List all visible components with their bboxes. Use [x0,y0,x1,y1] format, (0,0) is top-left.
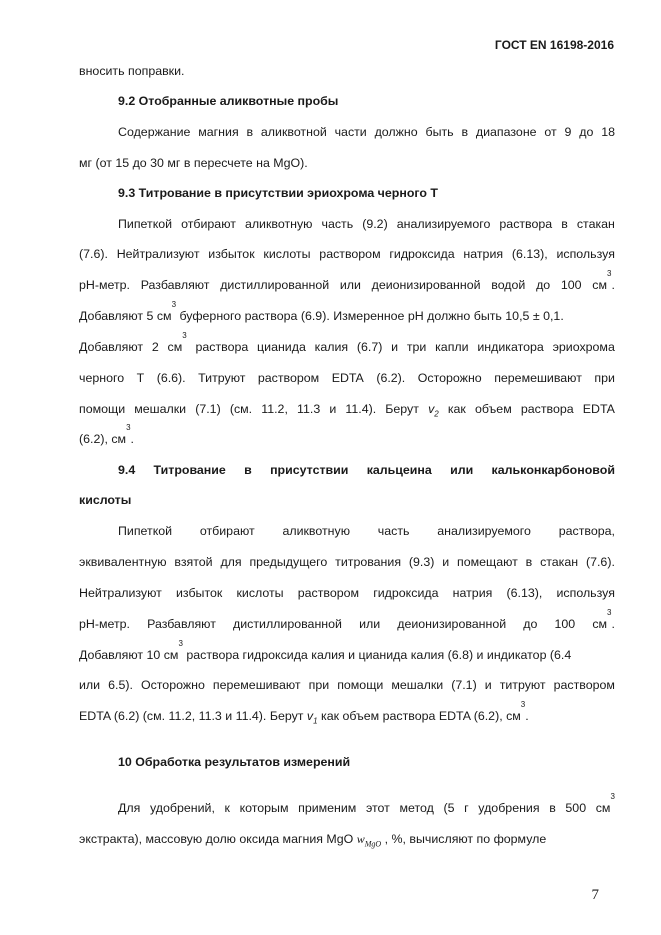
word: для [220,555,242,569]
word: в [561,217,568,231]
word: как [447,402,466,416]
section-heading-9-4-cont: кислоты [79,493,132,507]
word: этот [365,801,390,815]
word: избыток [208,247,255,261]
word: и [484,678,492,692]
word: удобрений, [149,801,215,815]
paragraph-line: (6.2), $см^3$. [79,423,134,446]
word: раствором [257,371,320,385]
word: (9.3) [408,555,435,569]
word: деионизированной [371,278,481,292]
word: раствора [499,217,553,231]
word: и [391,340,399,354]
word: Осторожно [417,371,482,385]
word: EDTA [331,371,364,385]
word: кальцеина [366,463,432,477]
word: анализируемого [437,524,531,538]
word: помещают [456,555,518,569]
word: 9.4 [118,463,136,477]
word: 100 [554,617,576,631]
word: (7.1) [195,402,221,416]
word: Нейтрализуют [116,247,200,261]
word: титрования [335,555,402,569]
word: аликвотной [260,125,327,139]
word: раствором [297,586,360,600]
word: раствора [520,402,574,416]
word: Титруют [198,371,246,385]
paragraph-line: Добавляют 2 $см^3$ раствора цианида калия (6.7) и три капли индикатора эриохрома [79,331,615,354]
section-heading-10: 10 Обработка результатов измерений [118,755,351,769]
word: мешалки [391,678,444,692]
paragraph-line [79,677,615,693]
word: в [549,801,556,815]
word: (5 [443,801,455,815]
word: (6.6). [156,371,186,385]
word: в [246,125,254,139]
paragraph-line [118,523,615,539]
word: раствором [553,678,615,692]
word: или [79,678,101,692]
word: капли [435,340,469,354]
word: (6.13), [511,247,548,261]
word: или [339,278,361,292]
word: предыдущего [249,555,328,569]
word: стакан [540,555,579,569]
word: 18 [601,125,615,139]
paragraph-line: pH-метр. Разбавляют дистиллированной или деионизированной водой до 100 $см^3$. [79,269,615,292]
word: удобрения [478,801,540,815]
word: гидроксида [389,247,455,261]
word: используя [556,586,615,600]
word: 9 [564,125,572,139]
word: (7.1) [451,678,477,692]
word: титруют [499,678,546,692]
word: 500 [565,801,587,815]
paragraph-line: Добавляют 5 $см^3$ буферного раствора (6.9). Измеренное pH должно быть 10,5 ± 0,1. [79,300,564,323]
word: индикатора [477,340,544,354]
word: Пипеткой [118,524,173,538]
word: перемешивают [212,678,301,692]
word: Разбавляют [147,617,216,631]
paragraph-line: мг (от 15 до 30 мг в пересчете на MgO). [79,156,308,170]
word: раствора [195,340,249,354]
paragraph-line: экстракта), массовую долю оксида магния MgO $w_{MgO}$ , %, вычисляют по формуле [79,832,547,849]
word: 6.5). [108,678,133,692]
word: магния [198,125,239,139]
word: кислоты [236,586,284,600]
word: и [329,402,337,416]
word: три [406,340,427,354]
word: часть [321,217,354,231]
word: Нейтрализуют [79,586,162,600]
word: Пипеткой [118,217,173,231]
word: г [464,801,469,815]
word: дистиллированной [233,617,342,631]
word: (6.13), [506,586,543,600]
word: отбирают [181,217,236,231]
word: до [523,617,538,631]
paragraph-line: помощи мешалки (7.1) (см. 11.2, 11.3 и 11.4). Берут $v_2$ как объем раствора EDTA [79,402,615,419]
paragraph-line: Для удобрений, к которым применим этот метод (5 г удобрения в 500 $см^3$ [118,792,615,815]
word: (7.6). [585,555,615,569]
word: 11.4). [345,402,377,416]
word: дистиллированной [220,278,330,292]
word: EDTA [582,402,615,416]
word: эриохрома [552,340,615,354]
word: при [594,371,615,385]
word: деионизированной [397,617,507,631]
word: 100 [560,278,582,292]
word: избыток [175,586,223,600]
word: помощи [337,678,384,692]
word: или [359,617,381,631]
word: калькoнкарбоновой [491,463,615,477]
word: должно [374,125,418,139]
word: (6.7) [356,340,383,354]
word: 11.2, [261,402,288,416]
word: которым [239,801,289,815]
word: анализируемого [396,217,491,231]
page-number: 7 [591,887,599,903]
word: при [308,678,330,692]
word: отбирают [199,524,255,538]
word: до [536,278,551,292]
word: (см. [229,402,253,416]
word: эквивалентную [79,555,167,569]
word: используя [556,247,615,261]
word: Разбавляют [140,278,210,292]
word: кислоты [263,247,311,261]
word: (9.2) [362,217,388,231]
word: (7.6). [79,247,108,261]
paragraph-line [79,246,615,262]
section-heading-9-3: 9.3 Титрование в присутствии эриохрома черного Т [118,186,438,200]
word: часть [377,524,410,538]
word: до [579,125,594,139]
word: в [461,125,469,139]
word: от [544,125,557,139]
paragraph-line [79,554,615,570]
word: гидроксида [373,586,439,600]
word: части [334,125,367,139]
word: объем [474,402,512,416]
word: pH-метр. [79,278,130,292]
word: перемешивают [494,371,582,385]
word: метод [399,801,434,815]
word: в [244,463,252,477]
word: в [525,555,533,569]
word: Берут [385,402,419,416]
paragraph-line: pH-метр. Разбавляют дистиллированной или деионизированной до 100 $см^3$. [79,608,615,631]
word: (6.2). [376,371,406,385]
paragraph-line [79,585,615,601]
paragraph-line [79,370,615,386]
paragraph-line: EDTA (6.2) (см. 11.2, 11.3 и 11.4). Берут $v_1$ как объем раствора EDTA (6.2), $см^3$. [79,700,529,726]
word: Для [118,801,141,815]
word: быть [425,125,454,139]
section-heading-9-2: 9.2 Отобранные аликвотные пробы [118,94,339,108]
word: диапазоне [475,125,537,139]
word: Содержание [118,125,191,139]
word: pH-метр. [79,617,130,631]
word: применим [298,801,357,815]
word: аликвотную [282,524,350,538]
word: к [224,801,230,815]
word: Титрование [153,463,226,477]
word: стакан [576,217,615,231]
word: мешалки [134,402,187,416]
word: Осторожно [140,678,205,692]
word: раствором [319,247,381,261]
word: черного [79,371,125,385]
word: присутствии [270,463,349,477]
word: водой [491,278,526,292]
word: и [442,555,450,569]
document-header: ГОСТ EN 16198-2016 [494,38,614,52]
word: натрия [463,247,504,261]
word: раствора, [558,524,615,538]
word: взятой [174,555,213,569]
word: цианида [257,340,306,354]
word: аликвотную [244,217,313,231]
paragraph-line [118,216,615,232]
word: или [450,463,474,477]
word: калия [314,340,349,354]
text-line: вносить поправки. [79,64,185,78]
word: натрия [452,586,493,600]
paragraph-line: Добавляют 10 $см^3$ раствора гидроксида калия и цианида калия (6.8) и индикатор (6.4 [79,639,572,662]
section-heading-9-4 [118,462,615,478]
paragraph-line [118,124,615,140]
word: Т [136,371,145,385]
word: 11.3 [297,402,321,416]
word: помощи [79,402,126,416]
